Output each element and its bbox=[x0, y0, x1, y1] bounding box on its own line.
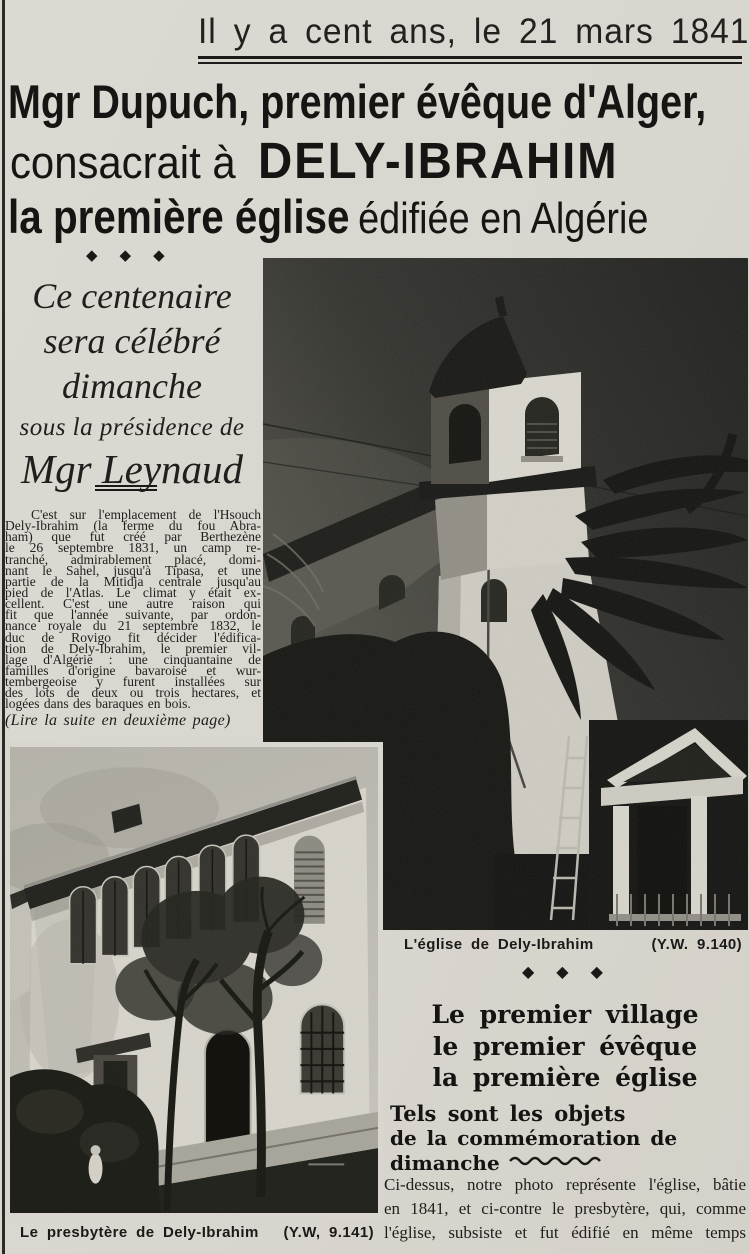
church-caption-row bbox=[404, 936, 742, 953]
deck-line: sera célébré bbox=[43, 321, 221, 361]
headline-line3 bbox=[8, 189, 648, 244]
deck-underline bbox=[95, 485, 157, 491]
church-credit: (Y.W. 9.140) bbox=[651, 936, 742, 953]
body-line: tembergeoise y furent installées sur bbox=[5, 674, 261, 690]
closing-paragraph bbox=[384, 1173, 746, 1246]
headline-line2 bbox=[10, 131, 618, 190]
body-line: le 26 septembre 1831, un camp re- bbox=[5, 540, 261, 556]
diamond-separator-top: ◆◆◆ bbox=[86, 246, 187, 264]
body-line: pied de l'Atlas. Le climat y était ex- bbox=[5, 584, 261, 600]
kicker-headline: Il y a cent ans, le 21 mars 1841 bbox=[198, 12, 750, 51]
body-line: logées dans des baraques en bois. bbox=[5, 696, 191, 712]
body-line: Dely-Ibrahim (la ferme du fou Abra- bbox=[5, 518, 261, 534]
body-line: lage d'Algérie : une cinquantaine de bbox=[5, 651, 261, 667]
body-line: ham) que fut créé par Berthezène bbox=[5, 529, 261, 545]
deck-line: Ce centenaire bbox=[32, 276, 232, 316]
subheading-line: Tels sont les objets bbox=[390, 1101, 626, 1126]
presbytery-caption: Le presbytère de Dely-Ibrahim bbox=[20, 1224, 259, 1241]
diamond-separator-right: ◆◆◆ bbox=[522, 962, 625, 981]
paragraph-line: en 1841, et ci-contre le presbytère, qui, comme bbox=[384, 1199, 746, 1219]
kicker-underline bbox=[198, 56, 742, 64]
deck-name: Mgr Leynaud bbox=[20, 446, 244, 492]
presbytery-caption-row bbox=[20, 1224, 374, 1241]
wavy-divider bbox=[508, 1155, 608, 1167]
heading-line: le premier évêque bbox=[432, 1031, 698, 1061]
presbytery-photo bbox=[10, 747, 378, 1213]
right-column-heading bbox=[382, 999, 748, 1094]
body-line: des lots de deux ou trois hectares, et bbox=[5, 685, 261, 701]
headline-line3-strong: la première église bbox=[8, 190, 350, 243]
continuation-note: (Lire la suite en deuxième page) bbox=[5, 712, 231, 729]
body-line: fit que l'année suivante, par ordon- bbox=[5, 607, 261, 623]
body-line: tion de Dely-Ibrahim, le premier vil- bbox=[5, 640, 261, 656]
body-line: partie de la Mitidja centrale jusqu'au bbox=[5, 573, 261, 589]
presbytery-credit: (Y.W, 9.141) bbox=[283, 1224, 374, 1241]
body-line: C'est sur l'emplacement de l'Hsouch bbox=[31, 507, 261, 522]
headline-line2-light: consacrait à bbox=[10, 137, 236, 188]
body-line: familles d'origine bavaroise et wur- bbox=[5, 662, 261, 678]
heading-line: la première église bbox=[432, 1063, 698, 1092]
deck-small-line: sous la présidence de bbox=[19, 414, 245, 441]
paragraph-line: l'église, subsiste et fut édifié en même temps bbox=[384, 1223, 746, 1243]
deck-column bbox=[0, 274, 264, 491]
church-caption: L'église de Dely-Ibrahim bbox=[404, 936, 594, 953]
headline-line2-strong: DELY-IBRAHIM bbox=[257, 132, 619, 189]
body-line: cellent. C'est une autre raison qui bbox=[5, 596, 261, 612]
paragraph-line: Ci-dessus, notre photo représente l'église, bâtie bbox=[384, 1175, 746, 1194]
article-body bbox=[5, 509, 261, 710]
body-line: nance royale du 21 septembre 1832, le bbox=[5, 618, 261, 634]
body-line: nant le Sahel, jusqu'à Tipasa, et une bbox=[5, 562, 261, 578]
deck-line: dimanche bbox=[62, 366, 202, 406]
headline-line3-light: édifiée en Algérie bbox=[358, 194, 649, 243]
heading-line: Le premier village bbox=[431, 1000, 699, 1029]
subheading-line: de la commémoration de dimanche bbox=[390, 1126, 678, 1175]
headline-line1: Mgr Dupuch, premier évêque d'Alger, bbox=[8, 75, 707, 128]
body-line: tranché, admirablement placé, domi- bbox=[5, 551, 261, 567]
body-line: duc de Rovigo fit décider l'édifica- bbox=[5, 629, 261, 645]
